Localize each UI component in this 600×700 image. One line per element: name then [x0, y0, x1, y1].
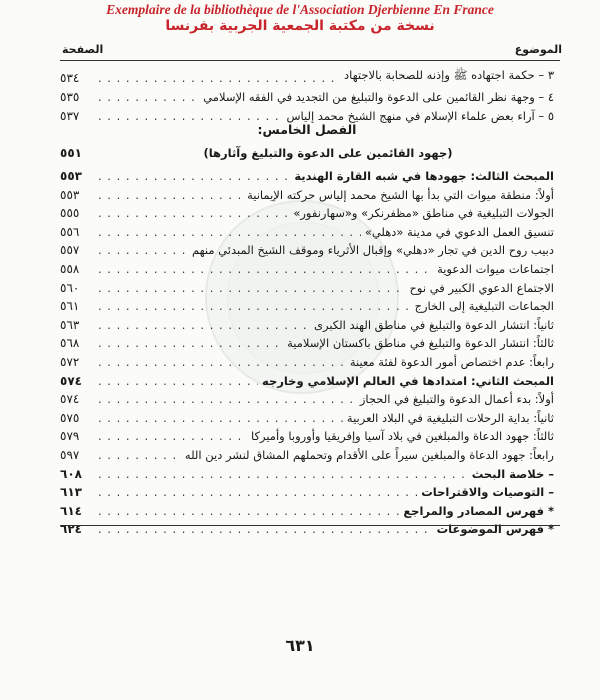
toc-entry: [60, 257, 554, 276]
toc-entry-page: ٦٢٤: [60, 522, 82, 537]
bottom-rule: [60, 525, 560, 526]
toc-entry-title: أولاً: بدء أعمال الدعوة والتبليغ في الحجاز: [359, 392, 554, 407]
toc-entry-page: ٥٩٧: [60, 448, 80, 462]
leader-dots: [98, 318, 310, 332]
leader-dots: [98, 485, 417, 499]
toc-entry-title: ٥ – آراء بعض علماء الإسلام في منهج الشيخ محمد إلياس: [286, 109, 554, 123]
library-stamp-arabic: نسخة من مكتبة الجمعية الجربية بفرنسا: [165, 18, 435, 34]
toc-entry-page: ٥٥٦: [60, 224, 80, 239]
chapter-subtitle: (جهود القائمين على الدعوة والتبليغ وآثارها): [203, 146, 453, 160]
toc-entry: [60, 462, 554, 481]
toc-entry: [60, 238, 554, 257]
toc-entry-title: الاجتماع الدعوي الكبير في نوح: [409, 280, 554, 295]
toc-entry-page: ٥٦١: [60, 299, 80, 314]
toc-entry-page: ٥٣٥: [60, 90, 80, 104]
toc-entry-title: الجماعات التبليغية إلى الخارج: [414, 299, 554, 314]
top-rule: [60, 60, 560, 61]
toc-entry-title: دبيب روح الدين في تجار «دهلي» وإقبال الأثرياء وموقف الشيخ المبدئي منهم: [191, 243, 554, 258]
toc-entry-page: ٥٥٥: [60, 206, 80, 221]
leader-dots: [98, 206, 289, 220]
toc-entry: [60, 387, 554, 406]
toc-entry-title: أولاً: منطقة ميوات التي بدأ بها الشيخ محمد إلياس حركته الإيمانية: [247, 187, 554, 202]
toc-entry-title: الجولات التبليغية في مناطق «مظفرنكر» و«سهارنفور»: [293, 206, 554, 221]
toc-entry-page: ٥٥٣: [60, 187, 80, 202]
leader-dots: [98, 169, 290, 183]
toc-entry-title: ثانياً: انتشار الدعوة والتبليغ في مناطق الهند الكبرى: [313, 317, 554, 332]
toc-entry: [60, 201, 554, 220]
leader-dots: [98, 299, 411, 313]
toc-entry: [60, 499, 554, 518]
leader-dots: [98, 71, 340, 85]
leader-dots: [98, 90, 199, 104]
leader-dots: [98, 374, 258, 388]
toc-entry-page: ٥٧٢: [60, 355, 80, 369]
toc-entry-title: تنسيق العمل الدعوي في مدينة «دهلي»: [364, 224, 554, 239]
leader-dots: [98, 262, 433, 276]
toc-entry-page: ٥٥٧: [60, 243, 80, 258]
leader-dots: [98, 467, 468, 481]
toc-entry-title: * فهرس الموضوعات: [436, 522, 554, 537]
leader-dots: [98, 392, 356, 406]
leader-dots: [98, 243, 188, 257]
leader-dots: [98, 109, 282, 123]
toc-entry-title: – خلاصة البحث: [471, 466, 554, 481]
toc-entry: [60, 276, 554, 295]
toc-entry-page: ٥٣٤: [60, 71, 80, 85]
toc-entry: [60, 406, 554, 425]
toc-entry: [60, 294, 554, 313]
toc-entry-page: ٥٦٠: [60, 280, 80, 295]
leader-dots: [98, 225, 361, 239]
toc-entry: [60, 369, 554, 388]
chapter-page: ٥٥١: [60, 146, 82, 160]
toc-entry: [60, 183, 554, 202]
toc-entry-page: ٦١٣: [60, 485, 82, 500]
toc-entry-page: ٦٠٨: [60, 466, 82, 481]
toc-entry-page: ٥٦٨: [60, 336, 80, 351]
toc-entry-page: ٥٦٣: [60, 317, 80, 332]
leader-dots: [98, 336, 283, 350]
toc-entry: [60, 480, 554, 499]
toc-entry-title: ثالثاً: جهود الدعاة والمبلغين في بلاد آسيا وإفريقيا وأوروبا وأميركا: [251, 429, 554, 444]
toc-entry-page: ٥٣٧: [60, 109, 80, 123]
toc-entry-title: ٤ – وجهة نظر القائمين على الدعوة والتبليغ من التجديد في الفقه الإسلامي: [203, 90, 554, 104]
leader-dots: [98, 281, 406, 295]
leader-dots: [98, 188, 243, 202]
leader-dots: [98, 448, 181, 462]
toc-entry: [60, 443, 554, 462]
toc-entry: [60, 424, 554, 443]
page-number: ٦٣١: [285, 636, 315, 655]
toc-entry-title: اجتماعات ميوات الدعوية: [437, 262, 554, 276]
toc-entry: [60, 104, 554, 123]
leader-dots: [98, 504, 399, 518]
toc-entry-page: ٥٧٩: [60, 429, 80, 444]
toc-entry-page: ٥٧٥: [60, 410, 80, 425]
toc-entry-page: ٥٧٤: [60, 373, 82, 388]
toc-entry: [60, 313, 554, 332]
toc-entry-page: ٦١٤: [60, 503, 82, 518]
column-header-page: الصفحة: [62, 43, 104, 56]
toc-entry: [60, 331, 554, 350]
chapter-subtitle-row: [60, 141, 554, 160]
toc-entry-title: المبحث الثالث: جهودها في شبه القارة الهندية: [294, 169, 554, 183]
toc-entry-title: المبحث الثاني: امتدادها في العالم الإسلامي وخارجه: [261, 373, 554, 388]
library-stamp-french: Exemplaire de la bibliothèque de l'Association Djerbienne En France: [106, 2, 494, 17]
toc-entry: [60, 164, 554, 183]
toc-entry: [60, 66, 554, 85]
toc-entry-title: رابعاً: جهود الدعاة والمبلغين سيراً على الأقدام وتحملهم المشاق لنشر دين الله: [184, 448, 554, 462]
toc-entry-page: ٥٥٣: [60, 169, 82, 183]
toc-entry-title: رابعاً: عدم اختصاص أمور الدعوة لفئة معينة: [349, 355, 554, 369]
toc-entry-page: ٥٧٤: [60, 392, 80, 407]
toc-entry-title: ثالثاً: انتشار الدعوة والتبليغ في مناطق باكستان الإسلامية: [287, 336, 554, 351]
leader-dots: [98, 429, 247, 443]
toc-entry-page: ٥٥٨: [60, 262, 80, 276]
toc-entry-title: ٣ – حكمة اجتهاده ﷺ وإذنه للصحابة بالاجتهاد: [344, 68, 554, 82]
toc-entry: [60, 220, 554, 239]
toc-entry-title: – التوصيات والاقتراحات: [421, 485, 554, 500]
toc-entry: [60, 85, 554, 104]
toc-entry: [60, 350, 554, 369]
leader-dots: [98, 411, 343, 425]
leader-dots: [98, 355, 346, 369]
toc-entry-title: ثانياً: بداية الرحلات التبليغية في البلاد العربية: [346, 410, 554, 425]
column-header-topic: الموضوع: [514, 43, 562, 56]
chapter-title: الفصل الخامس:: [257, 122, 357, 137]
toc-entry-title: * فهرس المصادر والمراجع: [403, 503, 554, 518]
toc-entry: [60, 517, 554, 536]
